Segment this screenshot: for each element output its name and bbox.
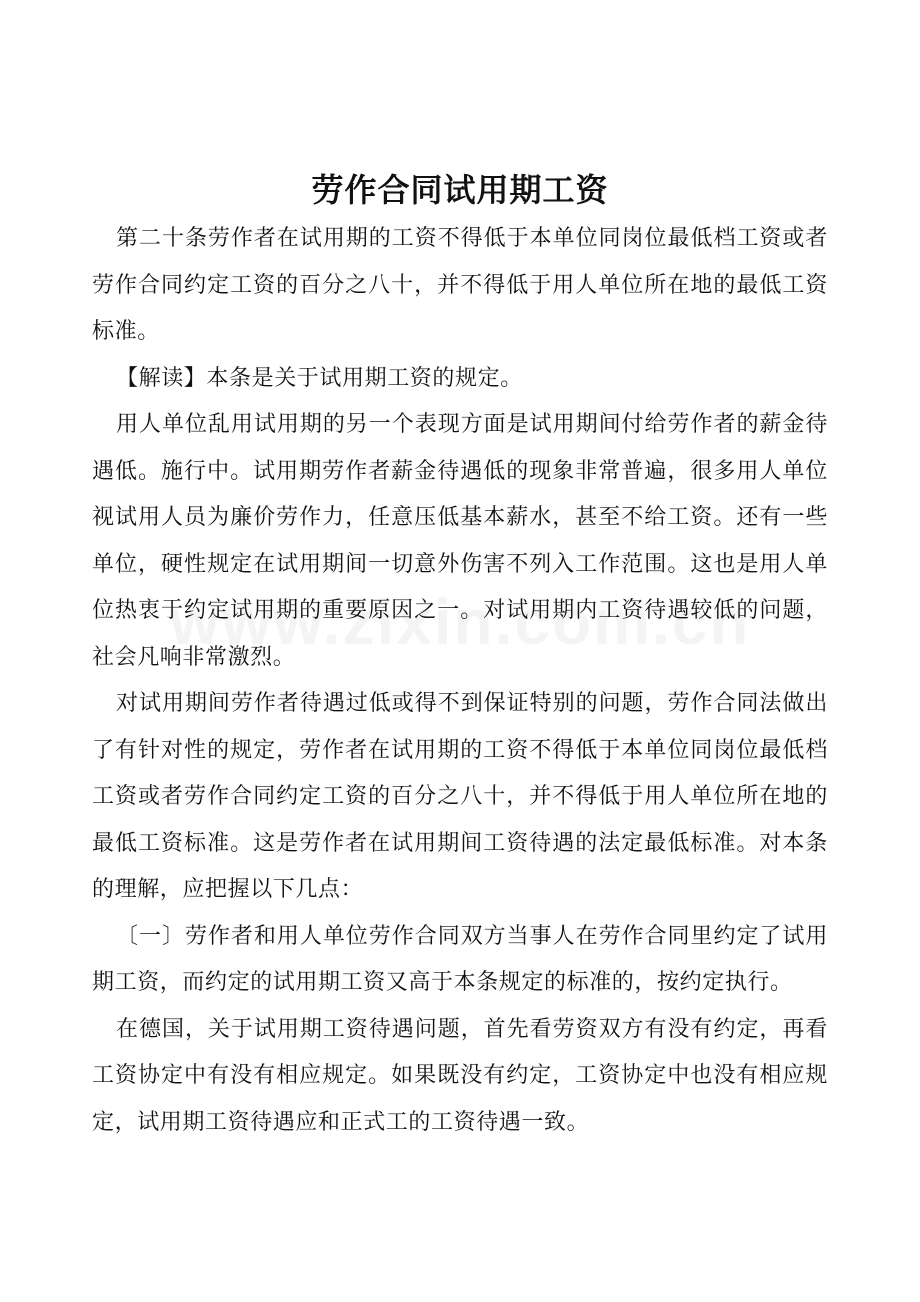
document-body bbox=[92, 216, 828, 1146]
paragraph-legal-provision: 对试用期间劳作者待遇过低或得不到保证特别的问题，劳作合同法做出了有针对性的规定，劳作者在试用期的工资不得低于本单位同岗位最低档工资或者劳作合同约定工资的百分之八十，并不得低于用人单位所在地的最低工资标准。这是劳作者在试用期间工资待遇的法定最低标准。对本条的理解，应把握以下几点： bbox=[92, 691, 828, 902]
paragraph-germany: 在德国，关于试用期工资待遇问题，首先看劳资双方有没有约定，再看工资协定中有没有相应规定。如果既没有约定，工资协定中也没有相应规定，试用期工资待遇应和正式工的工资待遇一致。 bbox=[92, 1016, 828, 1135]
paragraph-article-20: 第二十条劳作者在试用期的工资不得低于本单位同岗位最低档工资或者劳作合同约定工资的百分之八十，并不得低于用人单位所在地的最低工资标准。 bbox=[92, 226, 828, 344]
paragraph-abuse-of-probation: 用人单位乱用试用期的另一个表现方面是试用期间付给劳作者的薪金待遇低。施行中。试用期劳作者薪金待遇低的现象非常普遍，很多用人单位视试用人员为廉价劳作力，任意压低基本薪水，甚至不给工资。还有一些单位，硬性规定在试用期间一切意外伤害不列入工作范围。这也是用人单位热衷于约定试用期的重要原因之一。对试用期内工资待遇较低的问题，社会凡响非常激烈。 bbox=[92, 412, 828, 670]
document-title: 劳作合同试用期工资 bbox=[311, 171, 609, 209]
paragraph-point-one: 〔一〕劳作者和用人单位劳作合同双方当事人在劳作合同里约定了试用期工资，而约定的试用期工资又高于本条规定的标准的，按约定执行。 bbox=[92, 923, 828, 995]
paragraph-interpretation: 【解读】本条是关于试用期工资的规定。 bbox=[116, 365, 523, 391]
